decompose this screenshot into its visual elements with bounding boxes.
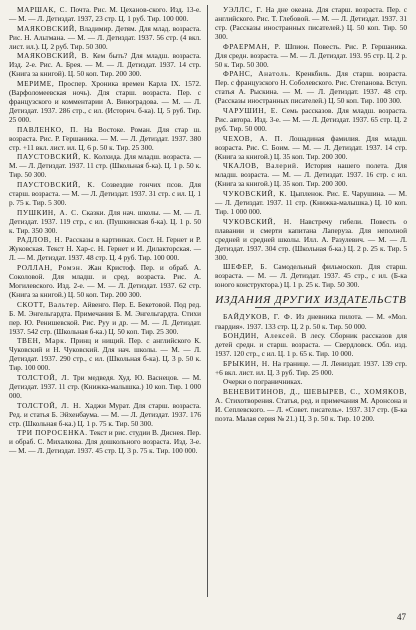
bibliography-entry	[215, 387, 407, 423]
entry-text: Владимир. Детям. Для млад. возраста. Рис. Н. Альтмана. — М. — Л. Детиздат. 1937. 56 стр. (4 вкл. лист. ил.). Ц. 2 руб. Тир. 50 300.	[9, 23, 201, 51]
bibliography-entry	[215, 189, 407, 216]
entry-text: Айвенго. Пер. Е. Бекетовой. Под ред. Б. М. Энгельгардта. Примечания Б. М. Энгельгардта. Стихи пер. Ю. Ренишевской. Рис. Руу и др. — М. — Л. Детиздат. 1937. 542 стр. (Школьная б-ка.) Ц. 50 коп. Тир. 25 300.	[9, 299, 201, 336]
section-heading-rule	[255, 307, 367, 308]
entry-author: МАРШАК, С.	[17, 5, 68, 14]
bibliography-entry	[9, 208, 201, 235]
entry-text: Колхида. Для младш. возраста. — М. — Л. Детиздат. 1937. 11 стр. (Школьная б-ка). Ц. 1 р. 50 к. Тир. 50 300.	[9, 152, 201, 180]
bibliography-entry	[215, 42, 407, 69]
entry-author: ЧУКОВСКИЙ, Н.	[223, 216, 293, 226]
entry-author: ТВЕН, Марк.	[17, 336, 67, 346]
entry-text: Лошадиная фамилия. Для младш. возраста. Рис. С. Боим. — М. — Л. Детиздат. 1937. 14 стр. (Книга за книгой.) Ц. 35 коп. Тир. 200 300.	[215, 133, 407, 161]
bibliography-entry	[9, 51, 201, 78]
bibliography-entry	[215, 217, 407, 262]
entry-author: БАЙДУКОВ, Г. Ф.	[223, 312, 293, 322]
bibliography-entry	[9, 180, 201, 207]
entry-author: ЧКАЛОВ, Валерий.	[223, 161, 299, 171]
bibliography-entry	[9, 428, 201, 455]
entry-text: Принц и нищий. Пер. с английского К. Чуковский и Н. Чуковский. Для нач. школы. — М. — Л. Детиздат. 1937. 290 стр., с ил. (Школьная б-ка). Ц. 3 р. 50 к. Тир. 100 000.	[9, 336, 202, 373]
entry-text: Проспер. Хроника времен Карла IX. 1572. (Варфоломеевская ночь). Для старш. возраста. Пер. с французского и комментарии А. Виноградова. — М. — Л. Детиздат. 1937. 286 стр., с ил. (Историч. б-ка). Ц. 5 руб. Тир. 25 000.	[9, 78, 201, 125]
entry-text: Цыпленок. Рис. Е. Чарушина. — М. — Л. Детиздат. 1937. 11 стр. (Книжка-малышка.) Ц. 10 коп. Тир. 1 000 000.	[215, 188, 407, 217]
entry-text: Из дневника пилота. — М. «Мол. гвардия». 1937. 133 стр. Ц. 2 р. 50 к. Тир. 50 000.	[215, 312, 408, 331]
entry-author: СКОТТ, Вальтер.	[17, 299, 80, 309]
entry-text: Очерки о пограничниках.	[223, 377, 303, 387]
page-number: 47	[397, 612, 406, 622]
entry-author: ПАУСТОВСКИЙ, К.	[17, 152, 92, 162]
entry-author: УЭЛЛС, Г.	[223, 5, 263, 14]
entry-text: Созвездие гончих псов. Для старш. возраста. — М. — Л. Детиздат. 1937. 31 стр. с ил. Ц. 1 р. 75 к. Тир. 5 300.	[9, 179, 202, 207]
entry-author: ТРИ ПОРОСЕНКА.	[17, 428, 88, 438]
bibliography-entry	[215, 134, 407, 161]
entry-text: На границе. — Л. Лениздат. 1937. 139 стр. +6 вкл. лист. ил. Ц. 3 руб. Тир. 25 000.	[215, 358, 407, 377]
entry-author: ТОЛСТОЙ, Л. Н.	[17, 400, 82, 410]
entry-text: История нашего полета. Для младш. возраста. — М. — Л. Детиздат. 1937. 16 стр. с ил. (Книга за книгой.) Ц. 35 коп. Тир. 200 300.	[215, 161, 407, 189]
bibliography-entry	[215, 69, 407, 105]
bibliography-entry	[9, 125, 201, 152]
bibliography-entry	[9, 79, 201, 124]
entry-text: Самодельный фильмоскоп. Для старш. возраста. — М. — Л. Детиздат. 1937. 45 стр., с ил. (Б-ка юного конструктора.) Ц. 1 р. 25 к. Тир. 50 300.	[215, 262, 408, 290]
bibliography-entry	[9, 373, 201, 400]
entry-author: ПАУСТОВСКИЙ, К.	[17, 179, 96, 189]
bibliography-entry	[215, 331, 407, 358]
bibliography-entry	[215, 5, 407, 41]
entry-text: Навстречу гибели. Повесть о плавании и смерти капитана Лаперуза. Для неполной средней и средней школы. Илл. А. Разулевич. — М. — Л. Детиздат. 1937. 304 стр. (Школьная б-ка.) Ц. 2 р. 25 к. Тир. 5 300.	[215, 216, 407, 262]
entry-text: Три медведя. Худ. Ю. Васнецов. — М. Детиздат. 1937. 11 стр. (Книжка-малышка.) 10 коп. Тир. 1 000 000.	[9, 372, 202, 400]
entry-author: БРЫКИН, Н.	[223, 358, 271, 368]
entry-text: Семь рассказов. Для младш. возраста. Рис. автора. Изд. 3-е. — М. — Л. Детиздат. 1937. 65 стр. Ц. 2 руб. Тир. 50 000.	[215, 106, 407, 134]
entry-author: ФРАНС, Анатоль.	[223, 69, 291, 79]
right-column	[215, 5, 407, 424]
bibliography-entry	[215, 377, 407, 386]
bibliography-entry	[9, 401, 201, 428]
bibliography-entry	[215, 262, 407, 289]
entry-text: В лесу. Сборник рассказов для детей средн. и старш. возраста. — Свердловск. Обл. изд. 1937. 120 стр., с ил. Ц. 1 р. 65 к. Тир. 10 000.	[215, 331, 407, 359]
two-column-layout	[9, 5, 407, 605]
entry-author: ЧУКОВСКИЙ, К.	[223, 188, 288, 198]
entry-text: Кем быть? Для младш. возраста. Изд. 2-е. Рис. А. Брея. — М. — Л. Детиздат. 1937. 14 стр. (Книга за книгой). Ц. 50 коп. Тир. 200 300.	[9, 51, 202, 79]
entry-text: На дне океана. Для старш. возраста. Пер. с английского. Рис. Т. Глебовой. — М. — Л. Детиздат. 1937. 31 стр. (Рассказы иностранных писателей.) Ц. 50 коп. Тир. 50 300.	[215, 5, 407, 42]
entry-author: ПАВЛЕНКО, П.	[17, 124, 79, 134]
bibliography-entry	[215, 312, 407, 330]
entry-text: Рассказы в картинках. Сост. Н. Гернет и Р. Жуковская. Текст Н. Хар-с. Н. Гернет и И. Дилакторская. — Л. — М. Детиздат. 1937. 48 стр. Ц. 4 руб. Тир. 100 000.	[9, 235, 201, 263]
entry-text: Кренкбиль. Для старш. возраста. Пер. с французского Н. Соболевского. Рис. Степанова. Вступ. статья А. Рыскина. — М. — Л. Детиздат. 1937. 48 стр. (Рассказы иностранных писателей.) Ц. 50 коп. Тир. 100 300.	[215, 69, 408, 106]
entry-text: Хаджи Мурат. Для старш. возраста. Ред. и статья Б. Эйхенбаума. — М. — Л. Детиздат. 1937. 176 стр. (Школьная б-ка.) Ц. 1 р. 75 к. Тир. 50 300.	[9, 400, 201, 428]
entry-text: Почта. Рис. М. Цеханов-ского. Изд. 13-е. — М. — Л. Детиздат. 1937, 23 стр. Ц. 1 руб. Тир. 100 000.	[9, 5, 202, 24]
bibliography-entry	[9, 152, 201, 179]
bibliography-entry	[9, 300, 201, 336]
entry-author: ТОЛСТОЙ, Л.	[17, 372, 70, 382]
entry-author: ЧАРУШИН, Е.	[223, 106, 279, 116]
entry-author: ВЕНЕВИТИНОВ, Д., ШЕВЫРЕВ, С., ХОМЯКОВ, А.	[215, 386, 407, 405]
bibliography-entry	[9, 336, 201, 372]
section-heading: ИЗДАНИЯ ДРУГИХ ИЗДАТЕЛЬСТВ	[215, 294, 407, 307]
entry-text: Сказки. Для нач. школы. — М. — Л. Детиздат. 1937. 119 стр., с ил. (Пушкинская б-ка). Ц. 1 р. 50 к. Тир. 350 300.	[9, 207, 202, 235]
entry-author: МАЯКОВСКИЙ,	[17, 23, 78, 33]
left-column	[9, 5, 201, 456]
entry-author: РОЛЛАН, Ромэн.	[17, 262, 83, 272]
entry-author: ФРАЕРМАН, Р.	[223, 41, 281, 51]
entry-text: На Востоке. Роман. Для стар ш. возраста. Рис. Р. Гершаника. — М. — Л. Детиздат. 1937. 380 стр. +11 вкл. лист. ил. Ц. 6 р. 50 к. Тир. 25 300.	[9, 124, 202, 152]
entry-author: РАДЛОВ, Н.	[17, 235, 63, 245]
entry-author: ЧЕХОВ, А. П.	[223, 133, 283, 143]
bibliography-entry	[9, 24, 201, 51]
entry-author: БОНДИН, Алексей.	[223, 331, 297, 341]
bibliography-entry	[9, 235, 201, 262]
entry-author: ПУШКИН, А. С.	[17, 207, 80, 217]
bibliography-entry	[9, 5, 201, 23]
other-publishers-entries	[215, 312, 407, 423]
entry-author: МЕРИМЕ,	[17, 78, 55, 88]
entry-text: Стихотворения. Статья, ред. и примечания М. Аронсона и И. Сеплевского. — Л. «Совет. писатель». 1937. 317 стр. (Б-ка поэта. Малая серия № 21.) Ц. 3 р. 50 к. Тир. 10 200.	[215, 395, 407, 423]
entry-author: МАЯКОВСКИЙ, В.	[17, 51, 90, 61]
bibliography-entry	[9, 263, 201, 299]
bibliography-entry	[215, 161, 407, 188]
entry-text: Жан Кристоф. Пер. и обраб. А. Соколовой. Для младш. и сред. возраста. Рис. А. Могилевского. Изд. 2-е. — М. — Л. Детиздат. 1937. 62 стр. (Книга за книгой.) Ц. 50 коп. Тир. 200 300.	[9, 262, 202, 299]
bibliography-entry	[215, 106, 407, 133]
entry-text: Шпион. Повесть. Рис. Р. Гершаника. Для средн. возраста. — М. — Л. Детиздат. 193. 95 стр. Ц. 2 р. 50 к. Тир. 50 300.	[215, 41, 407, 69]
bibliography-entry	[215, 359, 407, 377]
entry-author: ШЕФЕР, Б.	[223, 262, 268, 272]
right-column-entries	[215, 5, 407, 289]
column-divider	[207, 5, 208, 597]
entry-text: Текст и рис. студии В. Диснея. Пер. и обраб. С. Михалкова. Для дошкольного возраста. Изд. 3-е. — М. — Л. Детиздат. 1937. 45 стр. Ц. 3 р. 75 к. Тир. 100 000.	[9, 428, 201, 456]
